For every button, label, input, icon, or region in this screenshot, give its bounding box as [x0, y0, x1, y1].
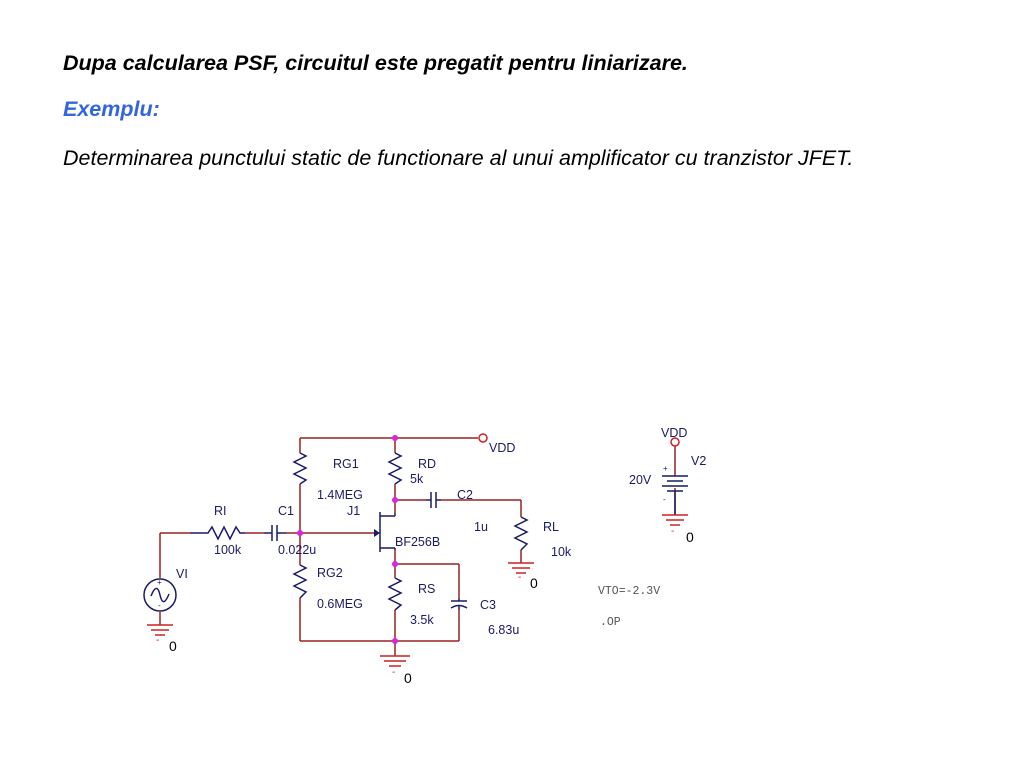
svg-text:+: +: [663, 464, 668, 473]
rl-label: RL: [543, 520, 559, 534]
v2-value: 20V: [629, 473, 652, 487]
rs-label: RS: [418, 582, 436, 596]
rd-value: 5k: [410, 472, 424, 486]
c2-label: C2: [457, 488, 473, 502]
c3-label: C3: [480, 598, 496, 612]
c2-value: 1u: [474, 520, 488, 534]
ground-rl-label: 0: [530, 575, 538, 591]
v2-label: V2: [691, 454, 707, 468]
op-directive: .OP: [600, 616, 621, 629]
svg-text:-: -: [671, 526, 675, 537]
ground-v2-label: 0: [686, 529, 694, 545]
model-parameter-vto: VTO=-2.3V: [598, 585, 661, 598]
jfet-j1-icon: [374, 512, 395, 552]
example-label: Exemplu:: [63, 97, 160, 121]
heading-psf: Dupa calcularea PSF, circuitul este pregatit pentru liniarizare.: [63, 51, 688, 75]
rg1-label: RG1: [333, 457, 359, 471]
svg-text:-: -: [156, 635, 160, 646]
c3-value: 6.83u: [488, 623, 520, 637]
ri-label: RI: [214, 504, 227, 518]
svg-text:+: +: [157, 578, 162, 587]
resistor-rs-icon: [389, 578, 401, 610]
svg-text:-: -: [392, 667, 396, 678]
rd-label: RD: [418, 457, 437, 471]
resistor-rd-icon: [389, 453, 401, 484]
svg-text:-: -: [518, 572, 522, 583]
ground-main-label: 0: [404, 670, 412, 686]
resistor-ri-icon: [190, 527, 245, 539]
rs-value: 3.5k: [410, 613, 434, 627]
rg2-value: 0.6MEG: [317, 597, 363, 611]
resistor-rg1-icon: [294, 453, 306, 484]
c1-label: C1: [278, 504, 294, 518]
c1-value: 0.022u: [278, 543, 317, 557]
vdd-terminal-icon: [479, 434, 487, 442]
capacitor-c1-icon: [264, 525, 286, 541]
vi-label: VI: [176, 567, 188, 581]
j1-model: BF256B: [395, 535, 441, 549]
capacitor-c2-icon: [426, 492, 441, 508]
ground-vi-label: 0: [169, 638, 177, 654]
description-paragraph: Determinarea punctului static de functionare al unui amplificator cu tranzistor JFET.: [63, 146, 854, 170]
rg2-label: RG2: [317, 566, 343, 580]
rl-value: 10k: [551, 545, 572, 559]
capacitor-c3-icon: [451, 598, 467, 610]
resistor-rg2-icon: [294, 565, 306, 598]
resistor-rl-icon: [515, 517, 527, 550]
j1-label: J1: [347, 504, 361, 518]
ac-source-vi-icon: [144, 578, 176, 611]
svg-text:-: -: [158, 601, 161, 610]
vdd-label: VDD: [489, 441, 516, 455]
svg-text:-: -: [663, 495, 666, 504]
vdd-source-label: VDD: [661, 426, 688, 440]
ri-value: 100k: [214, 543, 242, 557]
rg1-value: 1.4MEG: [317, 488, 363, 502]
ground-v2-icon: [662, 515, 688, 537]
